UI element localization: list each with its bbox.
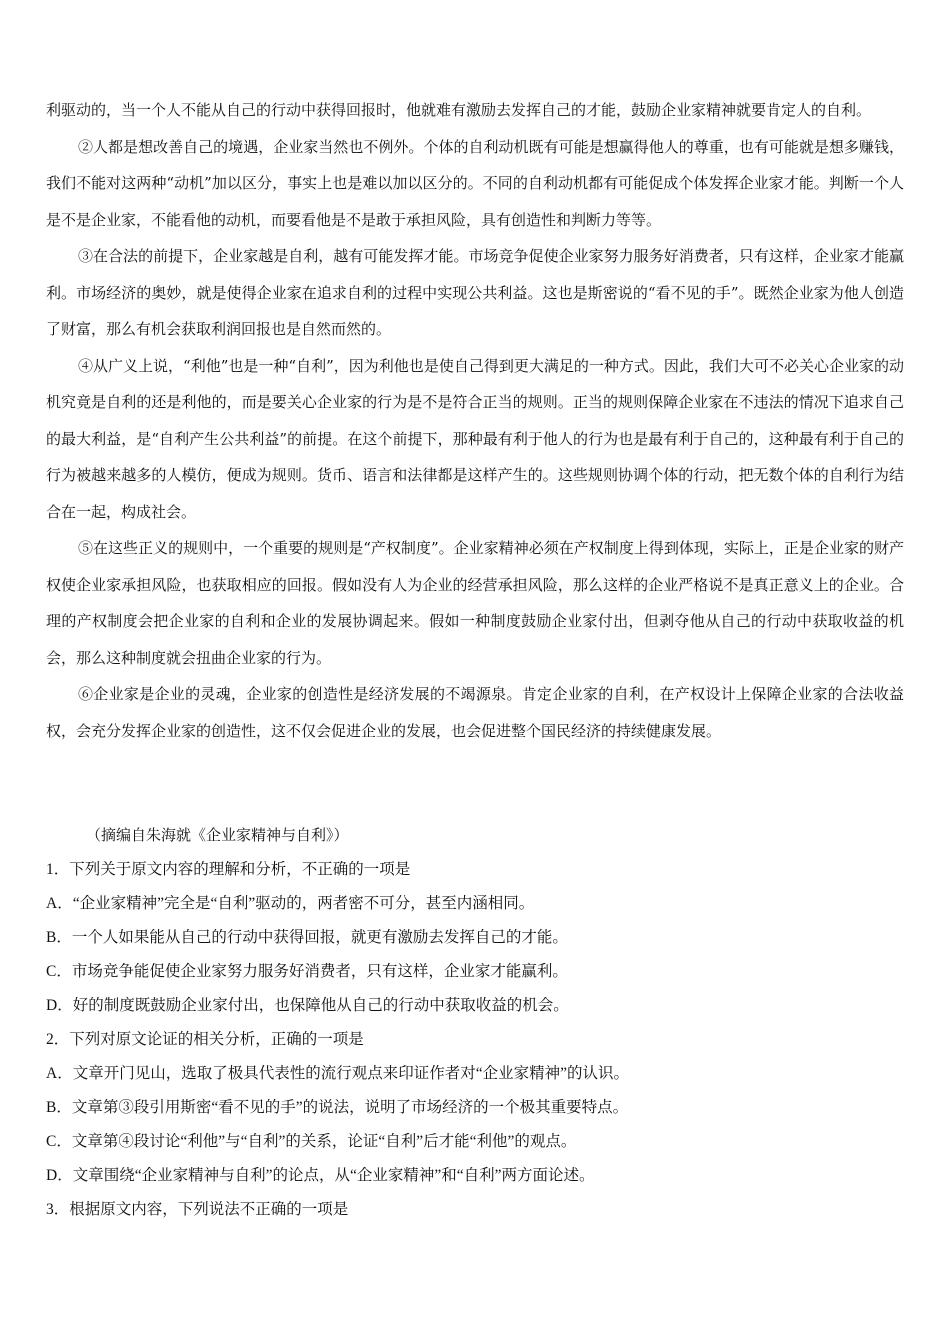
question-1-option-a: A．“企业家精神”完全是“自利”驱动的，两者密不可分，甚至内涵相同。: [46, 895, 535, 912]
passage-continuation: 利驱动的，当一个人不能从自己的行动中获得回报时，他就难有激励去发挥自己的才能，鼓励企业家精神就要肯定人的自利。: [46, 101, 872, 119]
question-3-stem: 3．根据原文内容，下列说法不正确的一项是: [46, 1201, 349, 1218]
passage-paragraph-4: ④从广义上说，“利他”也是一种“自利”，因为利他也是使自己得到更大满足的一种方式。因此，我们大可不必关心企业家的动机究竟是自利的还是利他的，而是要关心企业家的行为是不是符合正当的规则。正当的规则保障企业家在不违法的情况下追求自己的最大利益，是“自利产生公共利益”的前提。在这个前提下，那种最有利于他人的行为也是最有利于自己的，这种最有利于自己的行为被越来越多的人模仿，便成为规则。货币、语言和法律都是这样产生的。这些规则协调个体的行动，把无数个体的自利行为结合在一起，构成社会。: [46, 356, 904, 521]
passage-paragraph-2: ②人都是想改善自己的境遇，企业家当然也不例外。个体的自利动机既有可能是想赢得他人的尊重，也有可能就是想多赚钱，我们不能对这两种“动机”加以区分，事实上也是难以加以区分的。不同的自利动机都有可能促成个体发挥企业家才能。判断一个人是不是企业家，不能看他的动机，而要看他是不是敢于承担风险，具有创造性和判断力等等。: [46, 137, 904, 229]
question-1-stem: 1．下列关于原文内容的理解和分析，不正确的一项是: [46, 861, 411, 878]
question-1-option-d: D．好的制度既鼓励企业家付出，也保障他从自己的行动中获取收益的机会。: [46, 997, 569, 1014]
question-1-option-c: C．市场竞争能促使企业家努力服务好消费者，只有这样，企业家才能赢利。: [46, 963, 568, 980]
passage-paragraph-5: ⑤在这些正义的规则中，一个重要的规则是“产权制度”。企业家精神必须在产权制度上得到体现，实际上，正是企业家的财产权使企业家承担风险，也获取相应的回报。假如没有人为企业的经营承担风险，那么这样的企业严格说不是真正意义上的企业。合理的产权制度会把企业家的自利和企业的发展协调起来。假如一种制度鼓励企业家付出，但剥夺他从自己的行动中获取收益的机会，那么这种制度就会扭曲企业家的行为。: [46, 539, 904, 667]
question-2-option-a: A．文章开门见山，选取了极具代表性的流行观点来印证作者对“企业家精神”的认识。: [46, 1065, 629, 1082]
question-2-option-d: D．文章围绕“企业家精神与自利”的论点，从“企业家精神”和“自利”两方面论述。: [46, 1167, 595, 1184]
passage-paragraph-3: ③在合法的前提下，企业家越是自利，越有可能发挥才能。市场竞争促使企业家努力服务好消费者，只有这样，企业家才能赢利。市场经济的奥妙，就是使得企业家在追求自利的过程中实现公共利益。这也是斯密说的“看不见的手”。既然企业家为他人创造了财富，那么有机会获取利润回报也是自然而然的。: [46, 247, 904, 338]
question-2-stem: 2．下列对原文论证的相关分析，正确的一项是: [46, 1031, 364, 1048]
reading-passage: [46, 92, 904, 749]
question-2-option-b: B．文章第③段引用斯密“看不见的手”的说法，说明了市场经济的一个极其重要特点。: [46, 1099, 629, 1116]
question-2-option-c: C．文章第④段讨论“利他”与“自利”的关系，论证“自利”后才能“利他”的观点。: [46, 1133, 577, 1150]
question-1-option-b: B．一个人如果能从自己的行动中获得回报，就更有激励去发挥自己的才能。: [46, 929, 568, 946]
passage-paragraph-6: ⑥企业家是企业的灵魂，企业家的创造性是经济发展的不竭源泉。肯定企业家的自利，在产权设计上保障企业家的合法收益权，会充分发挥企业家的创造性，这不仅会促进企业的发展，也会促进整个国民经济的持续健康发展。: [46, 685, 904, 740]
passage-source: （摘编自朱海就《企业家精神与自利》）: [86, 826, 349, 844]
